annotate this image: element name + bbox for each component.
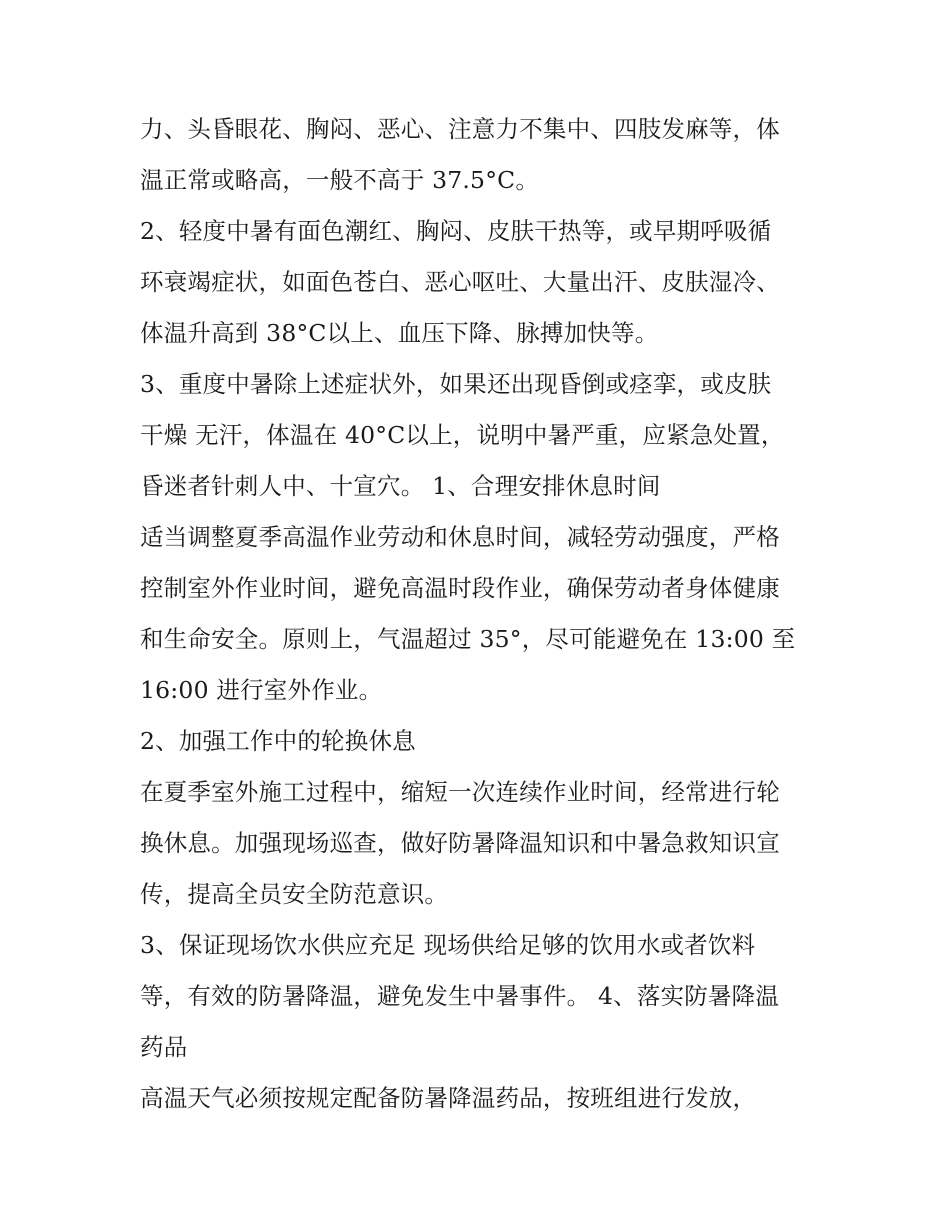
text-line: 2、加强工作中的轮换休息 — [140, 727, 416, 755]
text-line: 换休息。加强现场巡查，做好防暑降温知识和中暑急救知识宣 — [140, 829, 780, 857]
text-line: 干燥 无汗，体温在 40°C以上，说明中暑严重，应紧急处置， — [140, 421, 785, 449]
text-line: 昏迷者针刺人中、十宣穴。 1、合理安排休息时间 — [140, 472, 661, 500]
text-line: 药品 — [140, 1033, 188, 1061]
text-line: 3、重度中暑除上述症状外，如果还出现昏倒或痉挛，或皮肤 — [140, 370, 772, 398]
text-line: 温正常或略高，一般不高于 37.5°C。 — [140, 166, 540, 194]
text-line: 在夏季室外施工过程中，缩短一次连续作业时间，经常进行轮 — [140, 778, 780, 806]
text-line: 2、轻度中暑有面色潮红、胸闷、皮肤干热等，或早期呼吸循 — [140, 217, 772, 245]
text-line: 体温升高到 38°C以上、血压下降、脉搏加快等。 — [140, 319, 659, 347]
text-line: 环衰竭症状，如面色苍白、恶心呕吐、大量出汗、皮肤湿冷、 — [140, 268, 780, 296]
document-body — [140, 104, 820, 1124]
text-line: 控制室外作业时间，避免高温时段作业，确保劳动者身体健康 — [140, 574, 780, 602]
text-line: 和生命安全。原则上，气温超过 35°，尽可能避免在 13:00 至 — [140, 625, 796, 653]
text-line: 高温天气必须按规定配备防暑降温药品，按班组进行发放， — [140, 1084, 757, 1112]
text-line: 16:00 进行室外作业。 — [140, 676, 383, 704]
text-line: 传，提高全员安全防范意识。 — [140, 880, 449, 908]
text-line: 力、头昏眼花、胸闷、恶心、注意力不集中、四肢发麻等，体 — [140, 115, 780, 143]
text-line: 等，有效的防暑降温，避免发生中暑事件。 4、落实防暑降温 — [140, 982, 780, 1010]
text-line: 适当调整夏季高温作业劳动和休息时间，减轻劳动强度，严格 — [140, 523, 780, 551]
text-line: 3、保证现场饮水供应充足 现场供给足够的饮用水或者饮料 — [140, 931, 756, 959]
